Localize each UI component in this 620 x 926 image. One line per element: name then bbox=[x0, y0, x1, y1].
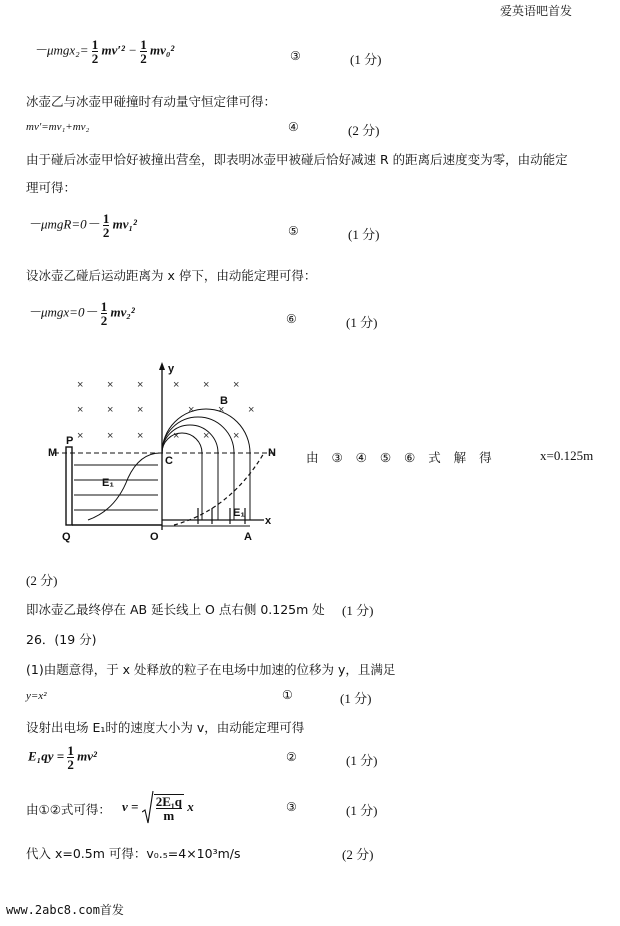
svg-text:×: × bbox=[203, 379, 210, 391]
equation-6: －μmgx=0－ $\frac{1}{2}$ mv₂² bbox=[28, 299, 135, 328]
svg-text:×: × bbox=[107, 404, 114, 416]
svg-text:×: × bbox=[77, 430, 84, 442]
eq1-points: (1 分) bbox=[340, 691, 372, 706]
svg-text:×: × bbox=[188, 404, 195, 416]
text-substitute: 代入 x=0.5m 可得：v₀.₅=4×10³m/s bbox=[26, 846, 241, 861]
eq1-number: ① bbox=[282, 688, 293, 702]
eq4-points: (2 分) bbox=[348, 123, 380, 138]
field-figure bbox=[40, 360, 290, 545]
equation-2: E₁qy = $\frac{1}{2}$ mv² bbox=[28, 743, 97, 772]
svg-text:×: × bbox=[233, 430, 240, 442]
equation-3: －μmgx₂= $\frac{1}{2}$ mv′² − $\frac{1}{2}$ mv₀² bbox=[34, 37, 175, 66]
equation-5: －μmgR=0－ $\frac{1}{2}$ mv₁² bbox=[28, 211, 137, 240]
svg-text:×: × bbox=[233, 379, 240, 391]
label-Q: Q bbox=[62, 531, 71, 543]
header-site: 爱英语吧首发 bbox=[499, 4, 572, 18]
svg-text:×: × bbox=[218, 404, 225, 416]
field-lines bbox=[74, 465, 158, 510]
label-E1: E₁ bbox=[102, 477, 114, 489]
half-fraction: $\frac{1}{2}$ bbox=[91, 37, 99, 66]
svg-text:×: × bbox=[248, 404, 255, 416]
eq6-number: ⑥ bbox=[286, 312, 297, 326]
half-fraction: $\frac{1}{2}$ bbox=[102, 211, 110, 240]
svg-text:×: × bbox=[107, 379, 114, 391]
label-E1b: E₁ bbox=[233, 507, 245, 519]
eq3-lhs: －μmgx₂= bbox=[34, 42, 89, 58]
label-x: x bbox=[265, 515, 272, 527]
half-fraction: $\frac{1}{2}$ bbox=[67, 743, 74, 772]
svg-text:×: × bbox=[173, 379, 180, 391]
label-N: N bbox=[268, 447, 276, 459]
solve-value: x=0.125m bbox=[540, 448, 594, 463]
text-collision-b: 理可得： bbox=[26, 180, 77, 195]
equation-4: mv′=mv₁+mv₂ bbox=[26, 121, 90, 133]
eq3-points: (1 分) bbox=[350, 52, 382, 67]
half-fraction: $\frac{1}{2}$ bbox=[140, 37, 147, 66]
svg-text:×: × bbox=[137, 404, 144, 416]
t4-points: (1 分) bbox=[342, 603, 374, 618]
text-collision-a: 由于碰后冰壶甲恰好被撞出营垒，即表明冰壶甲被碰后恰好减速 R 的距离后速度变为零，由动能定 bbox=[26, 152, 568, 167]
footer-site: www.2abc8.com首发 bbox=[6, 903, 124, 917]
label-C: C bbox=[165, 455, 173, 467]
label-M: M bbox=[48, 447, 58, 459]
eq3-number: ③ bbox=[290, 49, 301, 63]
svg-text:×: × bbox=[137, 430, 144, 442]
equation-3b: v = $\frac{\text{2E₁q}}{m}$ x bbox=[122, 790, 194, 826]
svg-text:×: × bbox=[77, 379, 84, 391]
text-part1: (1)由题意得，于 x 处释放的粒子在电场中加速的位移为 y，且满足 bbox=[26, 662, 396, 677]
text-velocity: 设射出电场 E₁时的速度大小为 v，由动能定理可得 bbox=[26, 720, 305, 735]
text-momentum: 冰壶乙与冰壶甲碰撞时有动量守恒定律可得： bbox=[26, 94, 277, 109]
label-A: A bbox=[244, 531, 252, 543]
eq2-points: (1 分) bbox=[346, 753, 378, 768]
svg-text:×: × bbox=[203, 430, 210, 442]
label-P: P bbox=[66, 435, 74, 447]
equation-1: y=x² bbox=[26, 690, 47, 702]
eq2-number: ② bbox=[286, 750, 297, 764]
eq4-number: ④ bbox=[288, 120, 299, 134]
svg-text:×: × bbox=[107, 430, 114, 442]
plate-left bbox=[66, 447, 72, 525]
text-stop-distance: 设冰壶乙碰后运动距离为 x 停下，由动能定理可得： bbox=[26, 268, 317, 283]
eq3b-points: (1 分) bbox=[346, 803, 378, 818]
label-y: y bbox=[168, 363, 175, 375]
t8-points: (2 分) bbox=[342, 847, 374, 862]
text-combine: 由①②式可得： bbox=[26, 802, 111, 817]
eq3-rhs-b: mv₀² bbox=[149, 42, 175, 58]
eq3-rhs-a: mv′² bbox=[101, 42, 125, 58]
svg-text:×: × bbox=[173, 430, 180, 442]
sqrt-symbol bbox=[142, 790, 154, 826]
svg-text:×: × bbox=[77, 404, 84, 416]
points-2: (2 分) bbox=[26, 573, 58, 588]
eq3b-number: ③ bbox=[286, 800, 297, 814]
label-O: O bbox=[150, 531, 159, 543]
text-final-position: 即冰壶乙最终停在 AB 延长线上 O 点右侧 0.125m 处 bbox=[26, 602, 325, 617]
eq5-points: (1 分) bbox=[348, 227, 380, 242]
half-fraction: $\frac{1}{2}$ bbox=[100, 299, 108, 328]
label-B: B bbox=[220, 395, 228, 407]
text-solve: 由 ③ ④ ⑤ ⑥ 式 解 得 bbox=[306, 450, 492, 465]
eq5-number: ⑤ bbox=[288, 224, 299, 238]
y-arrow-icon bbox=[159, 362, 165, 370]
svg-text:×: × bbox=[137, 379, 144, 391]
eq6-points: (1 分) bbox=[346, 315, 378, 330]
trajectories bbox=[162, 409, 250, 520]
question-26-title: 26．(19 分) bbox=[26, 632, 97, 647]
